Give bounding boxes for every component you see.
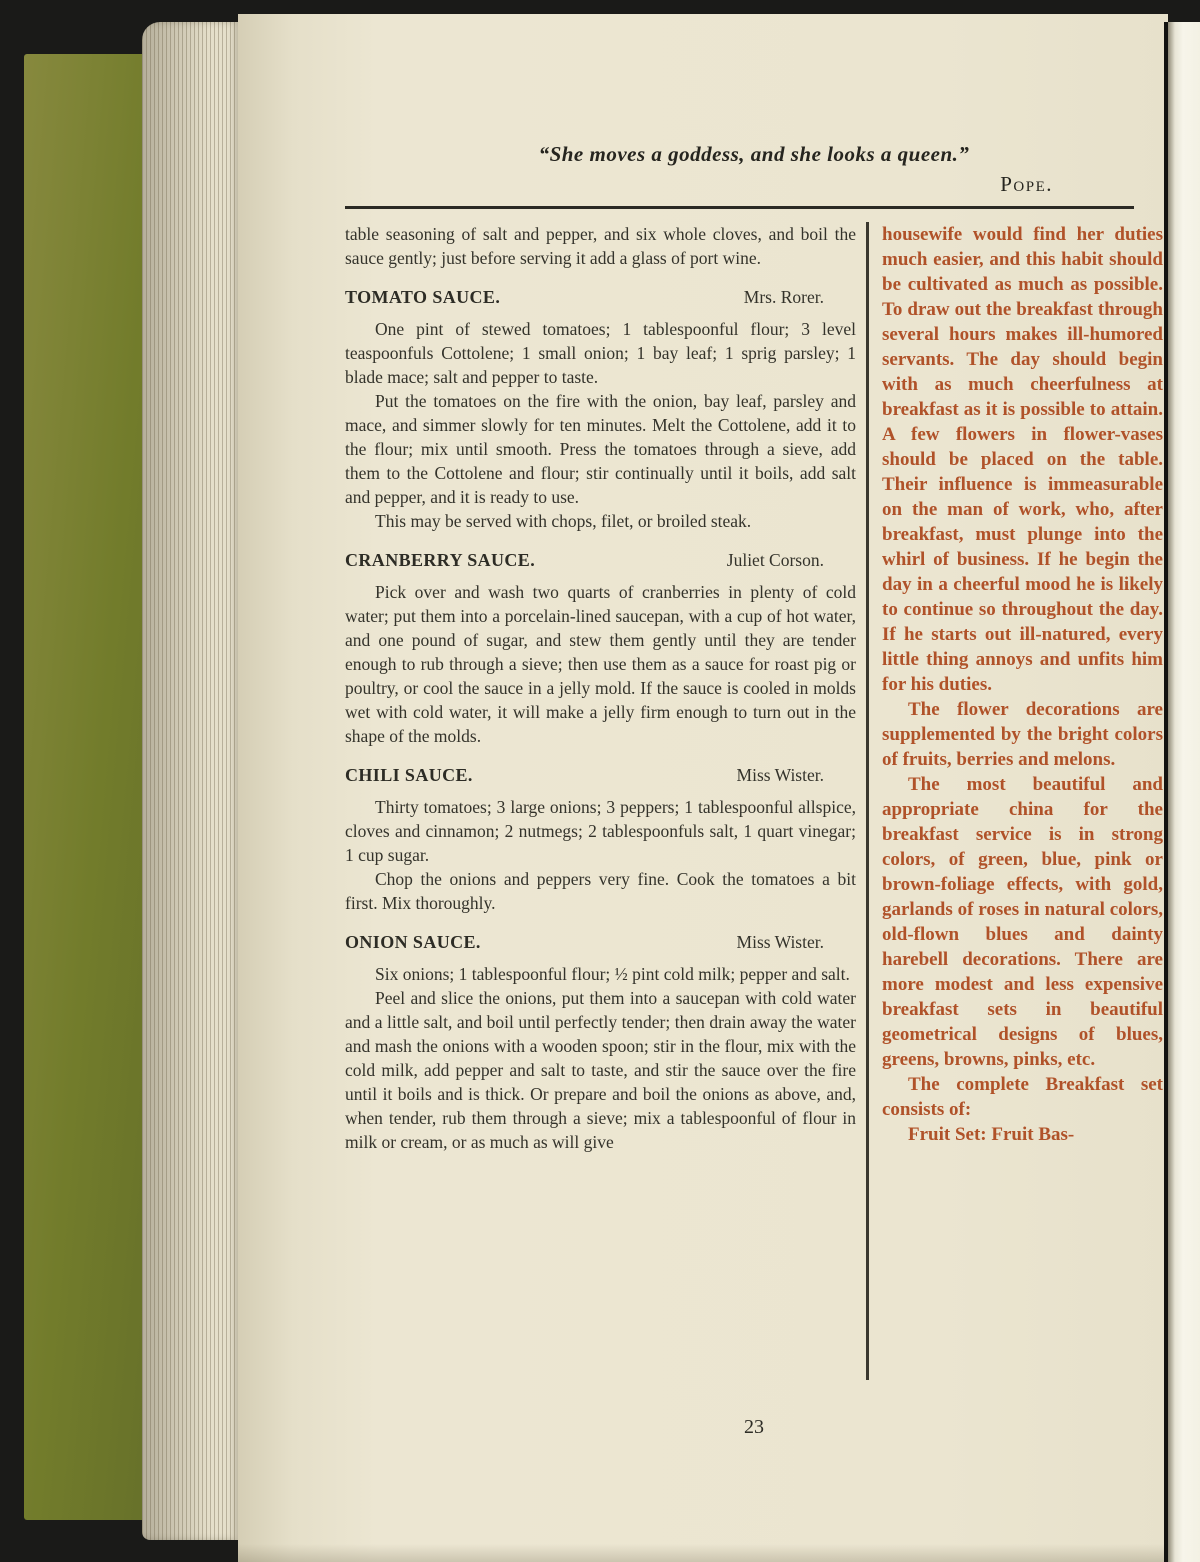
recipe-attribution: Mrs. Rorer. [743, 287, 824, 307]
recipe-paragraph: One pint of stewed tomatoes; 1 tablespoonful flour; 3 level teaspoonfuls Cottolene; 1 small onion; 1 bay leaf; 1 sprig parsley; 1 blade mace; salt and pepper to taste. [345, 319, 856, 387]
page-content [345, 14, 1163, 1380]
column-divider [866, 222, 869, 1380]
book-cover [24, 54, 148, 1520]
left-column [345, 222, 856, 1380]
recipe-paragraph: Six onions; 1 tablespoonful flour; ½ pint cold milk; pepper and salt. [375, 964, 850, 984]
right-column-paragraph: The flower decorations are supplemented by the bright colors of fruits, berries and melons. [882, 699, 1163, 770]
recipe-section [345, 285, 856, 533]
recipe-paragraph: Thirty tomatoes; 3 large onions; 3 peppers; 1 tablespoonful allspice, cloves and cinnamon; 2 nutmegs; 2 tablespoonfuls salt, 1 quart vinegar; 1 cup sugar. [345, 797, 856, 865]
page-stack-edge [142, 22, 240, 1540]
recipe-paragraph: This may be served with chops, filet, or broiled steak. [375, 511, 752, 531]
recipe-attribution: Miss Wister. [736, 932, 824, 952]
two-column-layout [345, 222, 1163, 1380]
recipe-section [345, 763, 856, 915]
recipe-paragraph: Chop the onions and peppers very fine. Cook the tomatoes a bit first. Mix thoroughly. [345, 869, 856, 913]
recipe-heading [345, 285, 856, 309]
book-page [238, 14, 1168, 1562]
recipe-attribution: Juliet Corson. [726, 550, 824, 570]
quote-attribution: Pope. [1000, 172, 1053, 196]
recipe-section [345, 930, 856, 1154]
recipe-heading [345, 763, 856, 787]
header-rule [345, 206, 1134, 209]
right-column [882, 222, 1163, 1380]
recipe-title: CHILI SAUCE. [345, 765, 473, 785]
right-column-paragraph: The complete Breakfast set consists of: [882, 1074, 1163, 1120]
right-column-paragraph: Fruit Set: Fruit Bas- [908, 1124, 1075, 1145]
recipe-paragraph: Put the tomatoes on the fire with the onion, bay leaf, parsley and mace, and simmer slowly for ten minutes. Melt the Cottolene, add it to the flour; mix until smooth. Press the tomatoes through a sieve, add them to the Cottolene and flour; stir continually until it boils, add salt and pepper, and it is ready to use. [345, 391, 856, 507]
page-number: 23 [744, 1416, 764, 1438]
recipe-title: CRANBERRY SAUCE. [345, 550, 536, 570]
right-column-paragraph: The most beautiful and appropriate china for the breakfast service is in strong colors, of green, blue, pink or brown-foliage effects, with gold, garlands of roses in natural colors, old-flown blues and dainty harebell decorations. There are more modest and less expensive breakfast sets in beautiful geometrical designs of blues, greens, browns, pinks, etc. [882, 774, 1163, 1070]
next-page-edge [1164, 22, 1200, 1562]
recipe-paragraph: Peel and slice the onions, put them into a saucepan with cold water and a little salt, and boil until perfectly tender; then drain away the water and mash the onions with a wooden spoon; stir in the flour, mix with the cold milk, add pepper and salt to taste, and stir the sauce over the fire until it boils and is thick. Or prepare and boil the onions as above, and, when tender, rub them through a sieve; mix a tablespoonful of flour in milk or cream, or as much as will give [345, 988, 856, 1152]
recipe-title: ONION SAUCE. [345, 932, 481, 952]
recipe-heading [345, 548, 856, 572]
right-column-paragraph: housewife would find her duties much easier, and this habit should be cultivated as much as possible. To draw out the breakfast through several hours makes ill-humored servants. The day should begin with as much cheerfulness at breakfast as it is possible to attain. A few flowers in flower-vases should be placed on the table. Their influence is immeasurable on the man of work, who, after breakfast, must plunge into the whirl of business. If he begin the day in a cheerful mood he is likely to continue so throughout the day. If he starts out ill-natured, every little thing annoys and unfits him for his duties. [882, 224, 1163, 695]
recipe-attribution: Miss Wister. [736, 765, 824, 785]
recipe-heading [345, 930, 856, 954]
recipe-title: TOMATO SAUCE. [345, 287, 501, 307]
recipe-section [345, 548, 856, 748]
recipe-paragraph: Pick over and wash two quarts of cranberries in plenty of cold water; put them into a porcelain-lined saucepan, with a cup of hot water, and one pound of sugar, and stew them gently until they are tender enough to rub through a sieve; then use them as a sauce for roast pig or poultry, or cool the sauce in a jelly mold. If the sauce is cooled in molds wet with cold water, it will make a jelly firm enough to turn out in the shape of the molds. [345, 582, 856, 746]
header-quote: “She moves a goddess, and she looks a queen.” [538, 142, 970, 166]
continuation-paragraph: table seasoning of salt and pepper, and six whole cloves, and boil the sauce gently; just before serving it add a glass of port wine. [345, 224, 856, 268]
